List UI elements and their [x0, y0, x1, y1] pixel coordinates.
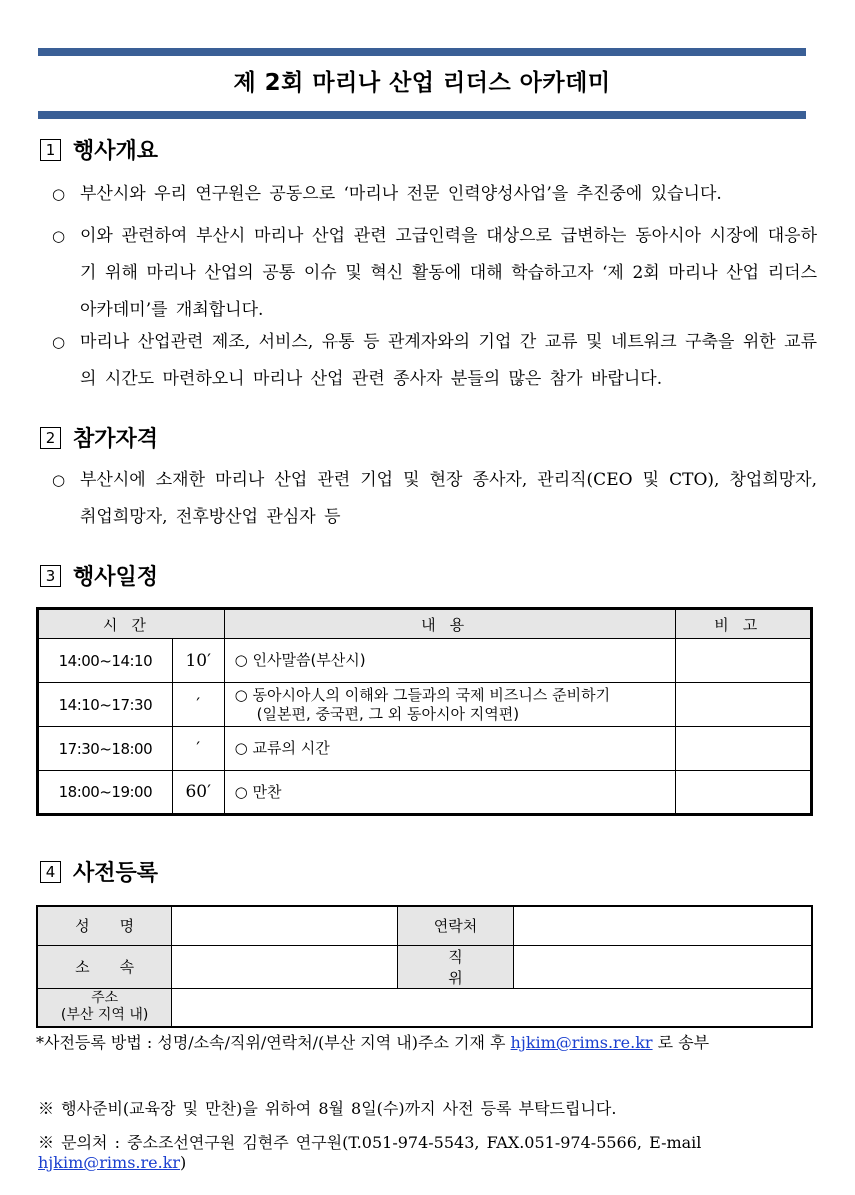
- section-eligibility-heading: [40, 422, 158, 453]
- bullet: ○: [52, 333, 66, 351]
- title-bar-top: [38, 48, 806, 56]
- address-label-line: 주소: [91, 990, 119, 1007]
- schedule-table: [36, 607, 813, 816]
- contact-line: [38, 1130, 855, 1172]
- content-text: ○ 만찬: [234, 782, 282, 801]
- name-label: 성명: [37, 906, 172, 945]
- header-content: 내용: [224, 609, 675, 639]
- content-subtext: (일본편, 중국편, 그 외 동아시아 지역편): [256, 704, 520, 723]
- content-cell: [224, 771, 675, 815]
- section-title: 사전등록: [73, 861, 159, 886]
- contact-label: 연락처: [397, 906, 514, 945]
- bullet: ○: [52, 471, 66, 489]
- section-number: 2: [40, 427, 61, 449]
- table-row: [37, 988, 812, 1027]
- document-title: 제 2회 마리나 산업 리더스 아카데미: [233, 70, 611, 96]
- contact-suffix: ): [180, 1153, 187, 1172]
- header-note: 비고: [675, 609, 811, 639]
- schedule-header-row: [38, 609, 812, 639]
- table-row: [38, 683, 812, 727]
- table-row: [38, 727, 812, 771]
- section-registration-heading: [40, 856, 158, 887]
- registration-method-text: *사전등록 방법 : 성명/소속/직위/연락처/(부산 지역 내)주소 기재 후: [36, 1033, 506, 1052]
- note-cell: [675, 683, 811, 727]
- note-cell: [675, 771, 811, 815]
- eligibility-item: [52, 462, 817, 536]
- reference-mark: ※: [38, 1133, 55, 1152]
- section-title: 행사개요: [73, 139, 159, 164]
- address-label: [37, 988, 172, 1027]
- duration-cell: 60′: [172, 771, 224, 815]
- time-cell: 18:00~19:00: [38, 771, 173, 815]
- notice-text: 행사준비(교육장 및 만찬)을 위하여 8월 8일(수)까지 사전 등록 부탁드립니다.: [61, 1099, 617, 1118]
- section-overview-heading: [40, 134, 158, 165]
- header-time: 시간: [38, 609, 225, 639]
- duration-cell: 10′: [172, 639, 224, 683]
- position-field[interactable]: [514, 945, 812, 988]
- eligibility-text: 부산시에 소재한 마리나 산업 관련 기업 및 현장 종사자, 관리직(CEO 및 CTO), 창업희망자, 취업희망자, 전후방산업 관심자 등: [80, 470, 817, 527]
- overview-text: 이와 관련하여 부산시 마리나 산업 관련 고급인력을 대상으로 급변하는 동아시아 시장에 대응하기 위해 마리나 산업의 공통 이슈 및 혁신 활동에 대해 학습하고자 ‘제 2회 마리나 산업 리더스 아카데미’를 개최합니다.: [80, 226, 817, 320]
- content-text: ○ 동아시아人의 이해와 그들과의 국제 비즈니스 준비하기: [234, 685, 611, 704]
- overview-item: [52, 324, 817, 398]
- affiliation-label: 소속: [37, 945, 172, 988]
- content-text: ○ 교류의 시간: [234, 739, 330, 757]
- time-cell: 14:00~14:10: [38, 639, 173, 683]
- address-field[interactable]: [172, 988, 812, 1027]
- content-cell: [224, 639, 675, 683]
- content-cell: [224, 727, 675, 771]
- section-schedule-heading: [40, 560, 158, 591]
- time-cell: 17:30~18:00: [38, 727, 173, 771]
- contact-field[interactable]: [514, 906, 812, 945]
- address-label-line: (부산 지역 내): [60, 1007, 149, 1024]
- content-cell: [224, 683, 675, 727]
- overview-item: [52, 176, 817, 213]
- registration-email-link[interactable]: hjkim@rims.re.kr: [510, 1033, 653, 1052]
- affiliation-field[interactable]: [172, 945, 397, 988]
- duration-cell: ′: [172, 683, 224, 727]
- section-number: 1: [40, 139, 61, 161]
- overview-text: 마리나 산업관련 제조, 서비스, 유통 등 관계자와의 기업 간 교류 및 네트워크 구축을 위한 교류의 시간도 마련하오니 마리나 산업 관련 종사자 분들의 많은 참가 바랍니다.: [80, 332, 817, 389]
- note-cell: [675, 727, 811, 771]
- table-row: [37, 906, 812, 945]
- contact-text: 문의처 : 중소조선연구원 김현주 연구원(T.051-974-5543, FAX.051-974-5566, E-mail: [61, 1133, 702, 1152]
- position-label: 직위: [397, 945, 514, 988]
- overview-text: 부산시와 우리 연구원은 공동으로 ‘마리나 전문 인력양성사업’을 추진중에 있습니다.: [80, 184, 722, 204]
- time-cell: 14:10~17:30: [38, 683, 173, 727]
- table-row: [38, 771, 812, 815]
- table-row: [37, 945, 812, 988]
- title-bar-bottom: [38, 111, 806, 119]
- contact-email-link[interactable]: hjkim@rims.re.kr: [38, 1153, 181, 1172]
- registration-form-table: [36, 905, 813, 1028]
- content-text: ○ 인사말씀(부산시): [234, 651, 366, 669]
- note-cell: [675, 639, 811, 683]
- overview-item: [52, 218, 817, 329]
- section-number: 3: [40, 565, 61, 587]
- section-title: 참가자격: [73, 427, 159, 452]
- section-number: 4: [40, 861, 61, 883]
- section-title: 행사일정: [73, 565, 159, 590]
- table-row: [38, 639, 812, 683]
- bullet: ○: [52, 185, 66, 203]
- registration-method-suffix: 로 송부: [657, 1033, 710, 1052]
- bullet: ○: [52, 227, 66, 245]
- duration-cell: ′: [172, 727, 224, 771]
- reference-mark: ※: [38, 1099, 55, 1118]
- registration-method-note: [36, 1030, 709, 1053]
- name-field[interactable]: [172, 906, 397, 945]
- notice-line: [38, 1096, 616, 1119]
